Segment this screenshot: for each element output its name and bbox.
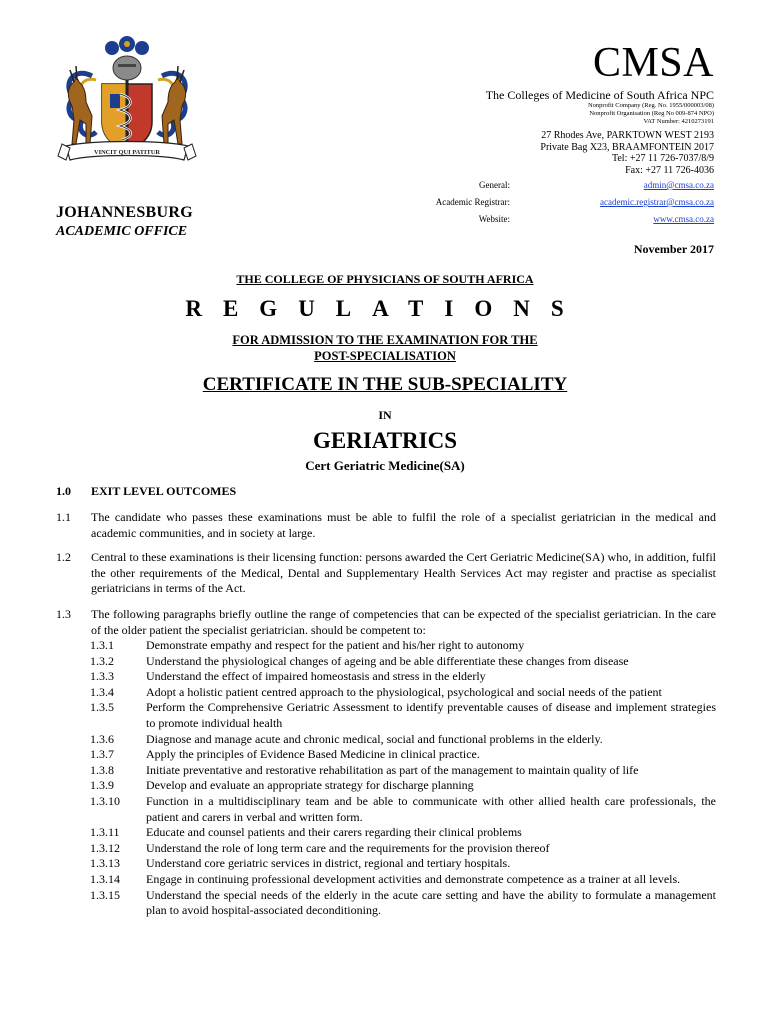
address-line: 27 Rhodes Ave, PARKTOWN WEST 2193 — [541, 130, 714, 141]
list-item-text: Understand the physiological changes of ageing and be able differentiate these changes from disease — [146, 653, 629, 668]
list-item-number: 1.3.13 — [90, 856, 120, 871]
in-label: IN — [378, 408, 392, 422]
contact-label: General: — [479, 180, 510, 190]
list-item — [90, 856, 716, 872]
list-item-text: Develop and evaluate an appropriate strategy for discharge planning — [146, 778, 474, 793]
contact-label: Academic Registrar: — [435, 197, 510, 207]
contact-labels — [410, 177, 510, 228]
list-item — [90, 872, 716, 888]
section-number: 1.0 — [56, 484, 71, 498]
paragraph-text: The following paragraphs briefly outline the range of competencies that can be expected of the specialist geriatrician. In the care of the older patient the specialist geriatrician. should be competent to: — [91, 607, 716, 637]
list-item-text: Understand the special needs of the elderly in the acute care setting and have the ability to formulate a management plan to avoid hospital-associated deconditioning. — [146, 887, 716, 918]
list-item-number: 1.3.10 — [90, 793, 120, 808]
list-item-number: 1.3.3 — [90, 669, 114, 684]
list-item — [90, 685, 716, 701]
list-item — [90, 700, 716, 731]
list-item-text: Adopt a holistic patient centred approach to the physiological, psychological and social needs of the patient — [146, 684, 662, 699]
vat-line: VAT Number: 4210273191 — [643, 118, 714, 125]
admission-heading-line2: POST-SPECIALISATION — [314, 349, 456, 363]
list-item-text: Engage in continuing professional development activities and demonstrate competence as a trainer at all levels. — [146, 871, 681, 886]
list-item-number: 1.3.4 — [90, 684, 114, 699]
paragraph-text: Central to these examinations is their licensing function: persons awarded the Cert Geriatric Medicine(SA) who, in addition, fulfil the other requirements of the Medical, Dental and Supplementary Health Services Act may register and practise as specialist geriatricians in terms of the Act. — [91, 550, 716, 595]
list-item — [90, 778, 716, 794]
contact-links — [600, 177, 714, 228]
list-item-text: Function in a multidisciplinary team and be able to communicate with other allied health care professionals, the patient and carers in verbal and written form. — [146, 793, 716, 824]
paragraph-number: 1.2 — [56, 550, 71, 564]
regulations-heading: REGULATIONS — [185, 296, 585, 321]
address-line: Private Bag X23, BRAAMFONTEIN 2017 — [540, 141, 714, 153]
list-item-number: 1.3.2 — [90, 653, 114, 668]
org-full-name: The Colleges of Medicine of South Africa NPC — [485, 88, 714, 102]
college-title: THE COLLEGE OF PHYSICIANS OF SOUTH AFRICA — [236, 272, 534, 286]
list-item-number: 1.3.15 — [90, 887, 120, 902]
list-item-number: 1.3.1 — [90, 638, 114, 652]
list-item-number: 1.3.6 — [90, 731, 114, 746]
list-item-text: Diagnose and manage acute and chronic medical, social and functional problems in the elderly. — [146, 731, 603, 746]
general-email-link[interactable]: admin@cmsa.co.za — [643, 180, 714, 190]
registration-line: Nonprofit Company (Reg. No. 1955/000003/08) — [587, 102, 714, 109]
list-item-text: Perform the Comprehensive Geriatric Assessment to identify preventable causes of disease and implement strategies to promote individual health — [146, 700, 716, 730]
crest-motto: VINCIT QUI PATITUR — [93, 149, 161, 156]
list-item-text: Apply the principles of Evidence Based Medicine in clinical practice. — [146, 747, 480, 762]
certificate-heading: CERTIFICATE IN THE SUB-SPECIALITY — [202, 374, 568, 395]
list-item — [90, 825, 716, 841]
list-item — [90, 794, 716, 825]
list-item — [90, 747, 716, 763]
list-item — [90, 732, 716, 748]
list-item — [90, 841, 716, 857]
certificate-name: Cert Geriatric Medicine(SA) — [305, 458, 465, 473]
list-item — [90, 669, 716, 685]
list-item-number: 1.3.5 — [90, 700, 114, 715]
list-item — [90, 654, 716, 670]
list-item-number: 1.3.14 — [90, 871, 120, 886]
list-item-number: 1.3.8 — [90, 762, 114, 777]
document-date: November 2017 — [633, 242, 714, 256]
org-short-name: CMSA — [592, 40, 714, 86]
competency-list — [90, 638, 716, 919]
list-item — [90, 638, 716, 654]
contact-label: Website: — [478, 214, 510, 224]
list-item — [90, 763, 716, 779]
list-item-text: Demonstrate empathy and respect for the patient and his/her right to autonomy — [146, 638, 525, 652]
subject-heading: GERIATRICS — [313, 428, 457, 453]
list-item-number: 1.3.12 — [90, 840, 120, 855]
coat-of-arms-logo — [52, 36, 202, 174]
list-item-text: Understand the role of long term care and the requirements for the provision thereof — [146, 840, 550, 855]
letterhead — [486, 40, 714, 176]
paragraph-number: 1.1 — [56, 510, 71, 524]
registrar-email-link[interactable]: academic.registrar@cmsa.co.za — [600, 197, 714, 207]
paragraph-text: The candidate who passes these examinations must be able to fulfil the role of a specialist geriatrician in the medical and academic communities, and in society at large. — [91, 510, 716, 540]
list-item-number: 1.3.7 — [90, 747, 114, 762]
list-item-text: Understand core geriatric services in district, regional and tertiary hospitals. — [146, 856, 511, 871]
list-item-number: 1.3.11 — [90, 825, 120, 840]
phone-line: Tel: +27 11 726-7037/8/9 — [611, 153, 714, 164]
office-city: JOHANNESBURG — [56, 204, 193, 221]
list-item-text: Understand the effect of impaired homeostasis and stress in the elderly — [146, 669, 486, 684]
office-name: ACADEMIC OFFICE — [56, 224, 188, 239]
admission-heading: FOR ADMISSION TO THE EXAMINATION FOR THE — [232, 333, 538, 347]
fax-line: Fax: +27 11 726-4036 — [625, 164, 714, 176]
list-item-text: Initiate preventative and restorative rehabilitation as part of the management to maintain quality of life — [146, 762, 639, 777]
paragraph-number: 1.3 — [56, 607, 71, 621]
website-link[interactable]: www.cmsa.co.za — [653, 214, 714, 224]
address-block — [486, 130, 714, 176]
list-item — [90, 888, 716, 919]
registration-line: Nonprofit Organisation (Reg No 009-874 NPO) — [589, 110, 714, 117]
section-title: EXIT LEVEL OUTCOMES — [91, 484, 237, 498]
list-item-text: Educate and counsel patients and their carers regarding their clinical problems — [146, 825, 522, 840]
list-item-number: 1.3.9 — [90, 778, 114, 793]
